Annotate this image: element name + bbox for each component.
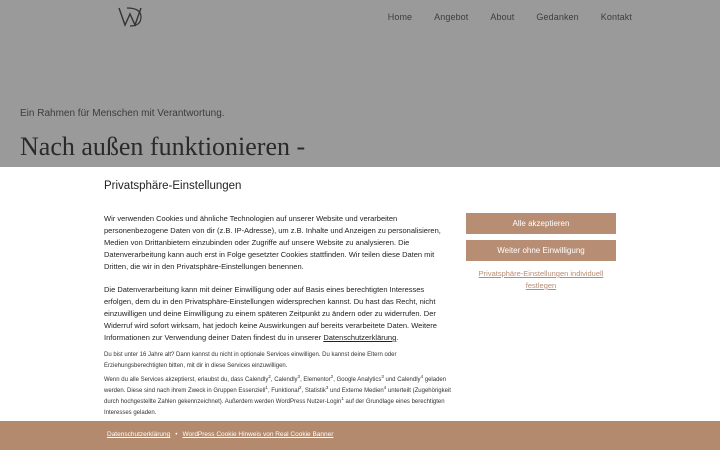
service-group-number: 3 [381, 374, 384, 379]
age-notice: Du bist unter 16 Jahre alt? Dann kannst du nicht in optionale Services einwilligen. Du kannst deine Eltern oder Erziehungsberechtigten bitten, mit dir in diese Services einzuwilligen. [104, 352, 397, 369]
privacy-policy-link[interactable]: Datenschutzerklärung [323, 333, 397, 342]
service-group-number: 3 [297, 374, 301, 379]
group-item: Statistik [304, 388, 326, 394]
group-number: 1 [265, 385, 268, 390]
services-end: unterteilt (Zugehörigkeit durch hochgestellte Zahlen gekennzeichnet). Außerdem werden WordPress Nutzer-Login [104, 388, 451, 405]
services-notice: Wenn du alle Services akzeptierst, erlaubst du, dass Calendly$^2$, Calendly$^3$, Elementor$^2$, Google Analytics$^3$ und Calendly$^4$ geladen werden. Diese sind nach ihrem Zweck in Gruppen Essenziell$^1$, Funktional$^2$, Statistik$^3$ und Externe Medien$^4$ unterteilt (Zugehörigkeit durch hochgestellte Zahlen gekennzeichnet). Außerdem werden WordPress Nutzer-Login$^1$ auf der Grundlage eines berechtigten Interesses geladen. [104, 374, 451, 416]
nav-item-angebot[interactable]: Angebot [434, 12, 469, 22]
group-item: Externe Medien [341, 388, 384, 394]
group-number: 3 [325, 385, 329, 390]
services-intro: Wenn du alle Services akzeptierst, erlaubst du, dass [104, 377, 245, 383]
group-item: Funktional [271, 388, 299, 394]
footer-links [107, 431, 333, 438]
nav-item-home[interactable]: Home [387, 12, 413, 22]
service-item: Elementor [303, 377, 331, 383]
nav-item-kontakt[interactable]: Kontakt [600, 12, 632, 22]
footer-separator: • [175, 431, 178, 438]
service-group-number: 2 [330, 374, 334, 379]
service-group-number: 4 [420, 374, 424, 379]
group-item: Essenziell [238, 388, 266, 394]
service-group-number: 2 [268, 374, 271, 379]
service-item: Google Analytics [336, 377, 382, 383]
group-number: 1 [341, 396, 344, 401]
footer-credit-link[interactable]: WordPress Cookie Hinweis von Real Cookie Banner [182, 431, 334, 438]
hero-subtitle: Ein Rahmen für Menschen mit Verantwortung. [20, 108, 225, 119]
main-nav [388, 12, 720, 22]
services-end-tail: auf der Grundlage eines berechtigten Interesses geladen. [104, 399, 445, 416]
consent-text-column [104, 213, 454, 419]
group-number: 2 [298, 385, 302, 390]
consent-paragraph-2-text: Die Datenverarbeitung kann mit deiner Einwilligung oder auf Basis eines berechtigten Interesses erfolgen, dem du in den Privatsphäre-Einstellungen widersprechen kannst. Du hast das Recht, nicht einzuwilligen und deine Einwilligung zu einem späteren Zeitpunkt zu ändern oder zu widerrufen. Der Widerruf wird sofort wirksam, hat jedoch keine Auswirkungen auf bereits verarbeitete Daten. Weitere Informationen zur Verwendung deiner Daten findest du in unserer [104, 285, 437, 342]
hero-title: Nach außen funktionieren - [20, 132, 306, 161]
nav-item-about[interactable]: About [490, 12, 515, 22]
group-number: 4 [383, 385, 387, 390]
accept-all-button[interactable]: Alle akzeptieren [466, 213, 616, 234]
services-mid: geladen werden. Diese sind nach ihrem Zweck in Gruppen [104, 377, 447, 394]
service-item: Calendly [274, 377, 298, 383]
service-item: Calendly [397, 377, 421, 383]
individual-settings-link[interactable]: Privatsphäre-Einstellungen individuell festlegen [478, 269, 604, 290]
dialog-title: Privatsphäre-Einstellungen [104, 180, 242, 192]
consent-paragraph-2-end: . [396, 333, 399, 342]
nav-item-gedanken[interactable]: Gedanken [536, 12, 579, 22]
consent-paragraph-2 [104, 284, 454, 344]
privacy-consent-dialog [0, 167, 720, 421]
footer-privacy-link[interactable]: Datenschutzerklärung [107, 431, 171, 438]
continue-without-consent-button[interactable]: Weiter ohne Einwilligung [466, 240, 616, 261]
consent-footer [0, 421, 720, 450]
service-item: Calendly [244, 377, 269, 383]
site-logo[interactable] [118, 6, 142, 28]
consent-paragraph-1: Wir verwenden Cookies und ähnliche Technologien auf unserer Website und verarbeiten personenbezogene Daten von dir (z.B. IP-Adresse), um z.B. Inhalte und Anzeigen zu personalisieren, Medien von Drittanbietern einzubinden oder Zugriffe auf unsere Website zu analysieren. Die Datenverarbeitung kann auch erst in Folge gesetzter Cookies stattfinden. Wir teilen diese Daten mit Dritten, die wir in den Privatsphäre-Einstellungen benennen. [104, 214, 441, 271]
